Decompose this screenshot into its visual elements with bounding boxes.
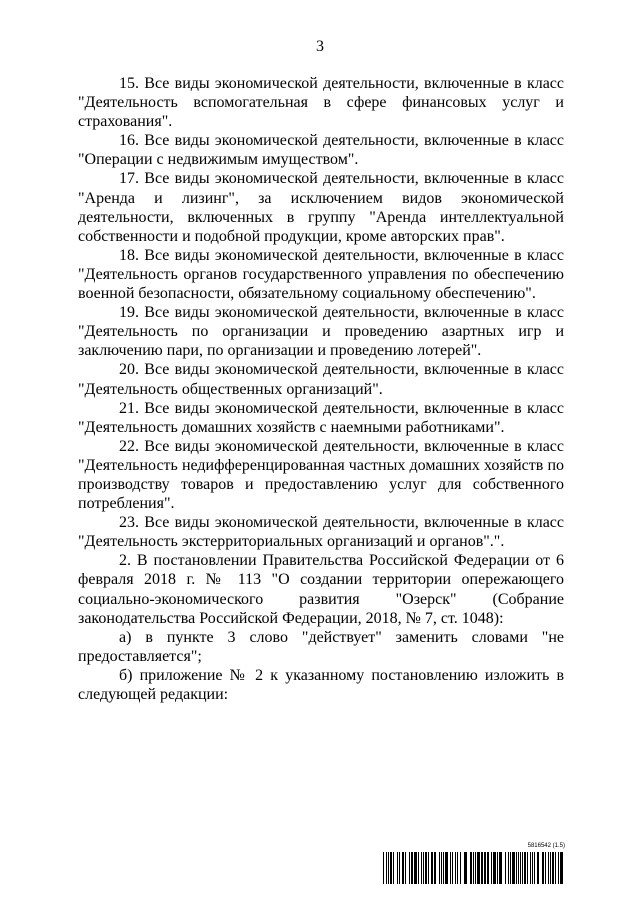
paragraph-20: 20. Все виды экономической деятельности, включенные в класс "Деятельность общественных организаций". <box>78 361 564 398</box>
paragraph-19: 19. Все виды экономической деятельности, включенные в класс "Деятельность по организации и проведению азартных игр и заключению пари, по организации и проведению лотерей". <box>78 304 564 360</box>
barcode-caption: 5816542 (1.5) <box>527 843 565 849</box>
paragraph-16: 16. Все виды экономической деятельности, включенные в класс "Операции с недвижимым имуществом". <box>78 132 564 169</box>
paragraph-subitem-a: а) в пункте 3 слово "действует" заменить словами "не предоставляется"; <box>78 628 564 665</box>
page-number: 3 <box>316 38 324 55</box>
document-barcode <box>383 843 565 885</box>
paragraph-item-2: 2. В постановлении Правительства Российской Федерации от 6 февраля 2018 г. № 113 "О создании территории опережающего социально-экономического развития "Озерск" (Собрание законодательства Российской Федерации, 2018, № 7, ст. 1048): <box>78 552 564 627</box>
paragraph-23: 23. Все виды экономической деятельности, включенные в класс "Деятельность экстерриториальных организаций и органов".". <box>78 514 564 551</box>
paragraph-15: 15. Все виды экономической деятельности, включенные в класс "Деятельность вспомогательная в сфере финансовых услуг и страхования". <box>78 75 564 131</box>
paragraph-22: 22. Все виды экономической деятельности, включенные в класс "Деятельность недифференцированная частных домашних хозяйств по производству товаров и предоставлению услуг для собственного потребления". <box>78 437 564 513</box>
paragraph-17: 17. Все виды экономической деятельности, включенные в класс "Аренда и лизинг", за исключением видов экономической деятельности, включенных в группу "Аренда интеллектуальной собственности и подобной продукции, кроме авторских прав". <box>78 170 564 245</box>
paragraph-subitem-b: б) приложение № 2 к указанному постановлению изложить в следующей редакции: <box>78 666 564 703</box>
paragraph-21: 21. Все виды экономической деятельности, включенные в класс "Деятельность домашних хозяйств с наемными работниками". <box>78 399 564 436</box>
barcode-icon <box>383 852 565 884</box>
paragraph-18: 18. Все виды экономической деятельности, включенные в класс "Деятельность органов государственного управления по обеспечению военной безопасности, обязательному социальному обеспечению". <box>78 246 564 303</box>
document-body <box>78 74 564 704</box>
